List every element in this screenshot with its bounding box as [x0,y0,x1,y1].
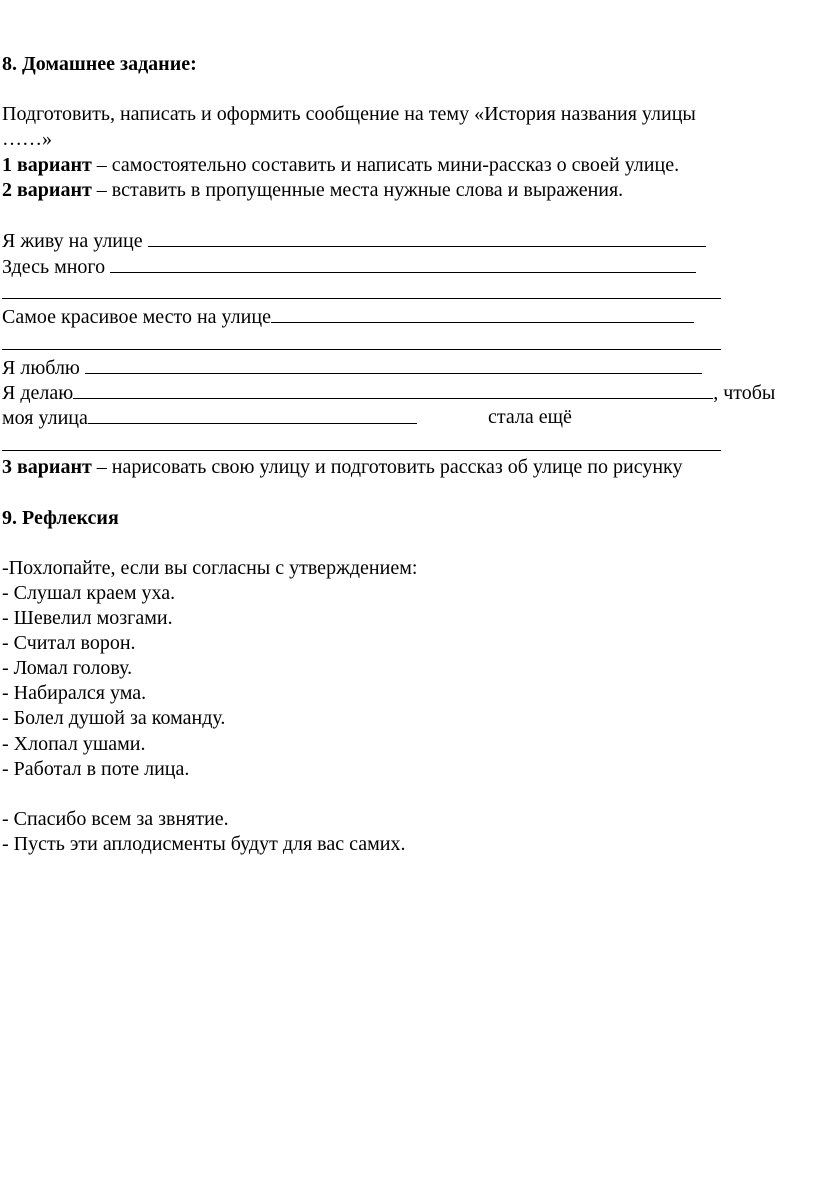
reflection-item: - Болел душой за команду. [2,707,226,729]
homework-intro-line2: ……» [2,128,52,150]
fill-beautiful-blank[interactable] [271,304,694,323]
reflection-item: - Набирался ума. [2,682,147,704]
fill-love-blank[interactable] [85,355,702,374]
fill-live-blank[interactable] [148,228,706,247]
variant-1 [2,153,679,177]
variant-1-label: 1 вариант [2,154,92,176]
fill-do-text: Я делаю [2,382,74,404]
fill-street-blank[interactable] [88,405,417,424]
variant-2-label: 2 вариант [2,179,92,201]
homework-intro-line1: Подготовить, написать и оформить сообщение на тему «История названия улицы [2,103,696,125]
homework-heading: 8. Домашнее задание: [2,53,197,75]
fill-love-text: Я люблю [2,357,85,379]
fill-street-text: моя улица [2,407,88,429]
reflection-item: - Хлопал ушами. [2,733,146,755]
fill-blank-line[interactable] [2,450,721,451]
fill-line-beautiful [2,304,694,328]
variant-3 [2,455,682,479]
reflection-item: - Считал ворон. [2,632,136,654]
variant-1-text: – самостоятельно составить и написать мини-рассказ о своей улице. [91,154,680,176]
fill-so-that-text: , чтобы [713,382,776,404]
fill-beautiful-text: Самое красивое место на улице [2,306,271,328]
variant-3-text: – нарисовать свою улицу и подготовить рассказ об улице по рисунку [91,456,683,478]
variant-3-label: 3 вариант [2,456,92,478]
closing-line: - Спасибо всем за звнятие. [2,808,229,830]
reflection-item: - Ломал голову. [2,657,133,679]
variant-2-text: – вставить в пропущенные места нужные слова и выражения. [91,179,624,201]
reflection-item: - Шевелил мозгами. [2,607,173,629]
fill-do-blank[interactable] [73,380,713,399]
fill-line-live [2,228,706,252]
fill-line-street [2,405,417,429]
reflection-heading: 9. Рефлексия [2,507,119,529]
fill-blank-line[interactable] [2,349,721,350]
reflection-item: - Слушал краем уха. [2,582,176,604]
variant-2 [2,178,623,202]
closing-line: - Пусть эти аплодисменты будут для вас самих. [2,833,406,855]
fill-line-many [2,254,696,278]
reflection-prompt: -Похлопайте, если вы согласны с утверждением: [2,557,418,579]
fill-blank-line[interactable] [2,298,721,299]
fill-many-text: Здесь много [2,256,111,278]
fill-became-text: стала ещё [488,406,572,428]
fill-line-love [2,355,702,379]
fill-live-text: Я живу на улице [2,230,148,252]
fill-many-blank[interactable] [110,254,696,273]
reflection-item: - Работал в поте лица. [2,758,190,780]
fill-line-do [2,380,775,404]
